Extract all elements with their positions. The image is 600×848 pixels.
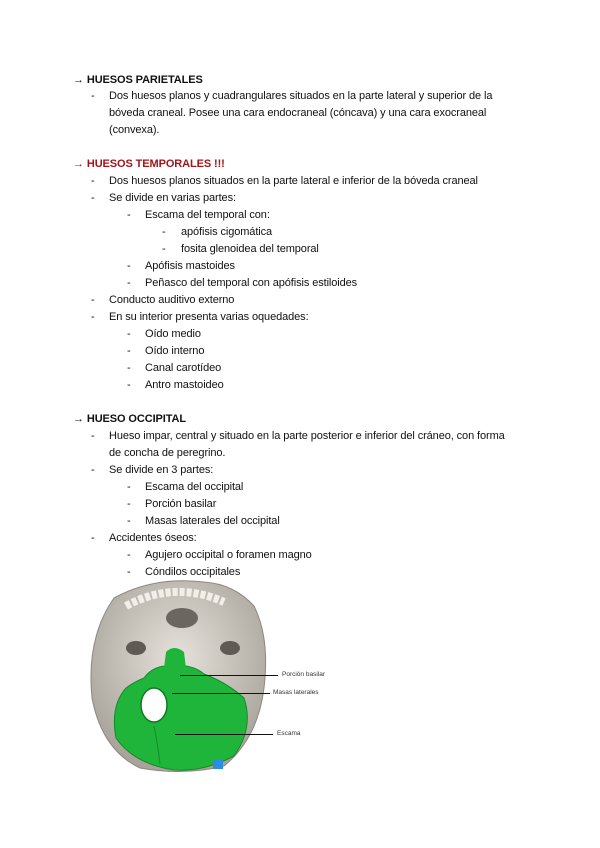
- bullet-dash: -: [127, 566, 131, 578]
- parietales-text-2: bóveda craneal. Posee una cara endocraneal (cóncava) y una cara exocraneal: [109, 107, 487, 119]
- temporales-subitem: Apófisis mastoides: [145, 260, 235, 272]
- bullet-dash: -: [127, 277, 131, 289]
- occipital-item: Se divide en 3 partes:: [109, 464, 214, 476]
- temporales-item: En su interior presenta varias oquedades:: [109, 311, 309, 323]
- bullet-dash: -: [91, 532, 95, 544]
- bullet-dash: -: [127, 481, 131, 493]
- heading-parietales: → HUESOS PARIETALES: [73, 74, 203, 86]
- temporales-subsubitem: fosita glenoidea del temporal: [181, 243, 319, 255]
- bullet-dash: -: [162, 226, 166, 238]
- image-handle-icon[interactable]: [213, 759, 223, 769]
- bullet-dash: -: [127, 328, 131, 340]
- temporales-item: Dos huesos planos situados en la parte lateral e inferior de la bóveda craneal: [109, 175, 478, 187]
- parietales-text-3: (convexa).: [109, 124, 160, 136]
- temporales-subitem: Escama del temporal con:: [145, 209, 270, 221]
- bullet-dash: -: [91, 192, 95, 204]
- heading-occipital: → HUESO OCCIPITAL: [73, 413, 186, 425]
- heading-temporales: → HUESOS TEMPORALES !!!: [73, 158, 225, 170]
- occipital-subitem: Agujero occipital o foramen magno: [145, 549, 312, 561]
- bullet-dash: -: [162, 243, 166, 255]
- foramen-magnum: [141, 688, 167, 722]
- leader-line-escama: [175, 734, 273, 735]
- parietales-text-1: Dos huesos planos y cuadrangulares situados en la parte lateral y superior de la: [109, 90, 493, 102]
- bullet-dash: -: [127, 379, 131, 391]
- leader-line-basilar: [180, 675, 278, 676]
- bullet-dash: -: [127, 549, 131, 561]
- bullet-dash: -: [91, 90, 95, 102]
- occipital-subitem: Cóndilos occipitales: [145, 566, 241, 578]
- leader-line-laterales: [172, 693, 270, 694]
- temporales-subsubitem: apófisis cigomática: [181, 226, 273, 238]
- temporales-item: Se divide en varias partes:: [109, 192, 236, 204]
- nasal-opening: [166, 608, 198, 628]
- bullet-dash: -: [127, 362, 131, 374]
- bullet-dash: -: [91, 430, 95, 442]
- foramen-right: [220, 641, 240, 655]
- temporales-item: Conducto auditivo externo: [109, 294, 235, 306]
- bullet-dash: -: [127, 260, 131, 272]
- label-masas-laterales: Masas laterales: [273, 689, 319, 696]
- temporales-subitem: Antro mastoideo: [145, 379, 224, 391]
- temporales-subitem: Oído interno: [145, 345, 205, 357]
- temporales-subitem: Canal carotídeo: [145, 362, 222, 374]
- label-porcion-basilar: Porción basilar: [282, 671, 325, 678]
- foramen-left: [126, 641, 146, 655]
- occipital-subitem: Escama del occipital: [145, 481, 244, 493]
- temporales-subitem: Peñasco del temporal con apófisis estiloides: [145, 277, 358, 289]
- occipital-item: Accidentes óseos:: [109, 532, 197, 544]
- label-escama: Escama: [277, 730, 301, 737]
- bullet-dash: -: [127, 209, 131, 221]
- occipital-subitem: Masas laterales del occipital: [145, 515, 280, 527]
- occipital-item-cont: de concha de peregrino.: [109, 447, 226, 459]
- bullet-dash: -: [127, 345, 131, 357]
- bullet-dash: -: [91, 311, 95, 323]
- temporales-subitem: Oído medio: [145, 328, 201, 340]
- bullet-dash: -: [91, 175, 95, 187]
- occipital-item: Hueso impar, central y situado en la parte posterior e inferior del cráneo, con forma: [109, 430, 505, 442]
- bullet-dash: -: [91, 294, 95, 306]
- bullet-dash: -: [127, 515, 131, 527]
- occipital-subitem: Porción basilar: [145, 498, 217, 510]
- bullet-dash: -: [91, 464, 95, 476]
- bullet-dash: -: [127, 498, 131, 510]
